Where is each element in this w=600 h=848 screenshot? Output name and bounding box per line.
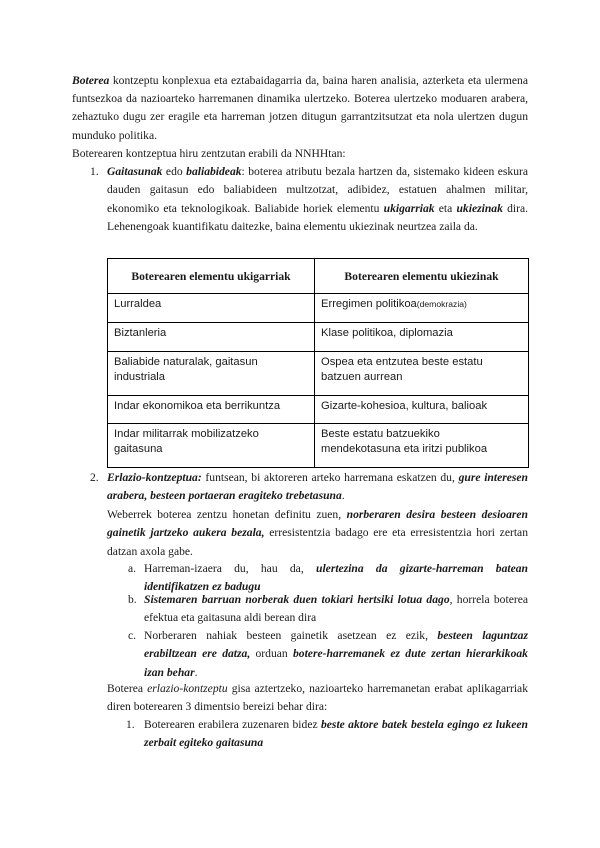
sub-emphasis: Sistemaren barruan norberak duen tokiari hertsiki lotua dago <box>144 593 450 606</box>
cell-note: (demokrazia) <box>416 299 467 309</box>
item2-text: funtsean, bi aktoreren arteko harremana eskatzen du, <box>201 471 459 484</box>
weber-text: Weberrek boterea zentzu honetan definitu zuen, <box>107 508 347 521</box>
item1-term-gaitasunak: Gaitasunak <box>107 165 163 178</box>
dimension-1 <box>144 716 528 753</box>
sub-emphasis: ulertezina da gizarte-harreman batean identifikatzen ez badugu <box>144 562 528 594</box>
sub-item-b <box>144 591 528 628</box>
item1-number: 1. <box>90 165 99 178</box>
table-cell: Ospea eta entzutea beste estatu batzuen aurrean <box>315 352 529 396</box>
lead-line: Boterearen kontzeptua hiru zentzutan erabili da NNHHtan: <box>72 147 346 160</box>
weber-paragraph <box>107 506 528 561</box>
power-elements-table <box>107 258 529 468</box>
sub-item-c <box>144 627 528 682</box>
table-cell: Klase politikoa, diplomazia <box>315 323 529 352</box>
intro-paragraph <box>72 72 528 145</box>
table-header: Boterearen elementu ukigarriak <box>108 259 315 294</box>
table-header: Boterearen elementu ukiezinak <box>315 259 529 294</box>
dim1-number: 1. <box>126 718 135 731</box>
closing-italic: erlazio-kontzeptu <box>147 682 228 695</box>
table-cell: Beste estatu batzuekiko mendekotasuna eta iritzi publikoa <box>315 424 529 468</box>
item1-term-ukigarriak: ukigarriak <box>383 201 435 215</box>
closing-text: Boterea <box>107 682 148 695</box>
dim1-text: Boterearen erabilera zuzenaren bidez <box>144 718 321 731</box>
table-cell: Baliabide naturalak, gaitasun industriala <box>108 352 315 396</box>
item2-term: Erlazio-kontzeptua: <box>107 471 202 484</box>
intro-text: kontzeptu konplexua eta eztabaidagarria da, baina haren analisia, azterketa eta ulermena funtsezkoa da nazioarteko harremanen dinamika ulertzeko. Boterea ulertzeko moduaren arabera, zehaztuko dugu zer eragile eta harreman jotzen ditugun garrantzitsutzat eta nola ulertzen dugun munduko politika. <box>72 74 528 142</box>
table-row <box>108 424 529 468</box>
table-cell: Indar militarrak mobilizatzeko gaitasuna <box>108 424 315 468</box>
sub-text: orduan <box>250 647 293 661</box>
sub-a-label: a. <box>128 562 137 575</box>
sub-text: . <box>194 665 198 679</box>
table-row <box>108 294 529 323</box>
table-header-row <box>108 259 529 294</box>
closing-text: gisa aztertzeko, nazioarteko harremanetan erabat aplikagarriak diren boterearen 3 dimentsio bereizi behar dira: <box>107 682 528 714</box>
table-row <box>108 352 529 396</box>
sub-emphasis: botere-harremanek ez dute zertan hierarkikoak izan behar <box>144 647 528 679</box>
item2-emphasis: gure interesen arabera, besteen portaeran eragiteko trebetasuna <box>107 471 528 503</box>
closing-paragraph <box>107 680 528 717</box>
item1-term-ukiezinak: ukiezinak <box>456 201 503 215</box>
sub-emphasis: besteen laguntzaz erabiltzean ere datza, <box>144 629 528 661</box>
dim1-emphasis: beste aktore batek bestela egingo ez lukeen zerbait egiteko gaitasuna <box>144 718 528 750</box>
sub-text: Harreman-izaera du, hau da, <box>144 562 316 575</box>
table-cell <box>315 294 529 323</box>
item1-paragraph <box>107 163 528 236</box>
table-row <box>108 323 529 352</box>
item2-text: . <box>341 489 345 503</box>
sub-text: Norberaren nahiak besteen gainetik asetzean ez ezik, <box>144 629 438 642</box>
item1-text: dira. Lehenengoak kuantifikatu daitezke, baina elementu ukiezinak neurtzea zaila da. <box>107 201 528 233</box>
item2-paragraph <box>107 469 528 506</box>
item1-text: eta <box>434 201 457 215</box>
item1-text: : boterea atributu bezala hartzen da, sistemako kideen eskura dauden gaitasun edo baliabideen multzotzat, adibidez, estatuen ahalmen militar, ekonomiko eta teknologikoak. Baliabide horiek elementu <box>107 165 528 215</box>
sub-b-label: b. <box>128 593 137 606</box>
weber-emphasis: norberaren desira besteen desioaren gainetik jartzeko aukera bezala, <box>107 508 528 540</box>
sub-text: , horrela boterea efektua eta gaitasuna aldi berean dira <box>144 593 529 625</box>
sub-c-label: c. <box>128 629 137 642</box>
table-cell: Gizarte-kohesioa, kultura, balioak <box>315 396 529 424</box>
intro-term: Boterea <box>72 74 110 87</box>
item1-term-baliabideak: baliabideak <box>186 165 242 178</box>
table-row <box>108 396 529 424</box>
weber-text: erresistentzia badago ere eta erresistentzia hori zertan datzan axola gabe. <box>107 526 528 558</box>
table-cell: Biztanleria <box>108 323 315 352</box>
table-cell: Indar ekonomikoa eta berrikuntza <box>108 396 315 424</box>
table-cell: Lurraldea <box>108 294 315 323</box>
item2-number: 2. <box>90 471 99 484</box>
item1-text: edo <box>162 165 187 178</box>
cell-text: Erregimen politikoa <box>321 298 417 310</box>
